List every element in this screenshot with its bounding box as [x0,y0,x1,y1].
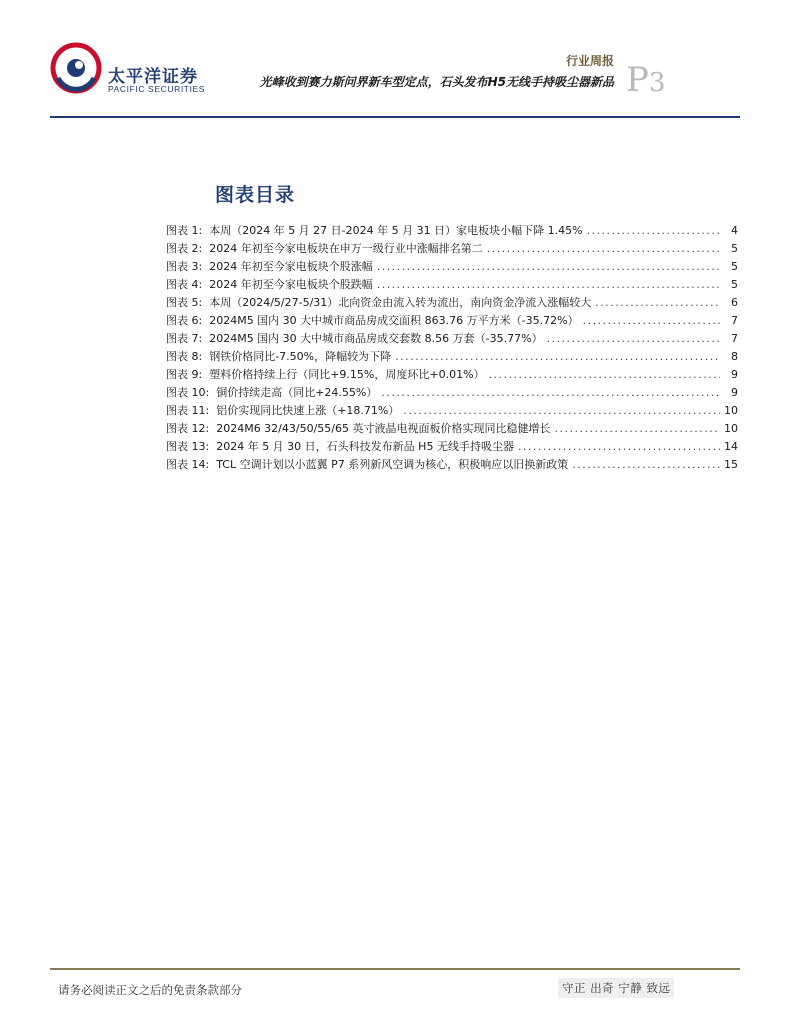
header-divider [50,116,740,118]
report-title: 光峰收到赛力斯问界新车型定点，石头发布H5无线手持吸尘器新品 [259,75,614,89]
toc-entry-text: 2024M5 国内 30 大中城市商品房成交套数 8.56 万套（-35.77%） [209,332,543,345]
toc-entry-text: 塑料价格持续上行（同比+9.15%，周度环比+0.01%） [209,368,485,381]
toc-leader [377,278,720,291]
toc-entry[interactable] [166,258,738,276]
toc-entry-text: 2024 年 5 月 30 日，石头科技发布新品 H5 无线手持吸尘器 [216,440,514,453]
toc-entry-page: 15 [724,458,738,471]
toc-leader [489,368,720,381]
footer-disclaimer: 请务必阅读正文之后的免责条款部分 [58,983,242,997]
toc-entry-label: 图表 10: [166,386,210,399]
toc-entry-page: 10 [724,404,738,417]
toc-leader [487,242,720,255]
toc-leader [403,404,720,417]
toc-entry-page: 5 [731,242,738,255]
footer-motto: 守正 出奇 宁静 致远 [558,978,674,998]
toc-entry-label: 图表 2: [166,242,203,255]
toc-entry-page: 9 [731,386,738,399]
logo-cn-text: 太平洋证券 [108,67,198,87]
toc-entry[interactable] [166,384,738,402]
toc-entry[interactable] [166,294,738,312]
toc-entry-text: 2024M5 国内 30 大中城市商品房成交面积 863.76 万平方米（-35.72%） [209,314,579,327]
toc-entry[interactable] [166,438,738,456]
toc-entry-text: 铝价实现同比快速上涨（+18.71%） [216,404,400,417]
toc-entry-text: 本周（2024/5/27-5/31）北向资金由流入转为流出，南向资金净流入涨幅较大 [209,296,592,309]
toc-leader [395,350,720,363]
page-prefix: P [626,60,649,100]
report-type: 行业周报 [565,54,614,68]
toc-entry[interactable] [166,330,738,348]
toc-entry-page: 5 [731,278,738,291]
toc-entry[interactable] [166,276,738,294]
toc-entry-page: 8 [731,350,738,363]
toc-entry-page: 14 [724,440,738,453]
toc-entry-text: 2024 年初至今家电板块在申万一级行业中涨幅排名第二 [209,242,483,255]
toc-entry-label: 图表 3: [166,260,203,273]
toc-entry[interactable] [166,222,738,240]
toc-leader [555,422,721,435]
toc-entry[interactable] [166,366,738,384]
toc-entry-text: 2024 年初至今家电板块个股跌幅 [209,278,373,291]
toc-entry-page: 4 [731,224,738,237]
toc-entry-page: 6 [731,296,738,309]
toc-entry-text: 2024 年初至今家电板块个股涨幅 [209,260,373,273]
toc-entry-text: 本周（2024 年 5 月 27 日-2024 年 5 月 31 日）家电板块小幅下降 1.45% [209,224,583,237]
toc-entry-label: 图表 6: [166,314,203,327]
toc-entry[interactable] [166,456,738,474]
toc-entry-page: 5 [731,260,738,273]
toc-entry-label: 图表 12: [166,422,210,435]
pacific-logo-icon [50,42,102,94]
toc-leader [518,440,720,453]
toc-entry-page: 9 [731,368,738,381]
toc-leader [587,224,720,237]
toc-entry-label: 图表 5: [166,296,203,309]
toc-entry-label: 图表 11: [166,404,210,417]
toc-entry-label: 图表 9: [166,368,203,381]
toc-entry-page: 7 [731,332,738,345]
page-indicator [626,60,665,100]
page-number: 3 [648,68,666,98]
toc-leader [583,314,720,327]
toc-leader [381,386,720,399]
toc-entry-label: 图表 4: [166,278,203,291]
toc-entry-text: 2024M6 32/43/50/55/65 英寸液晶电视面板价格实现同比稳健增长 [216,422,551,435]
toc-entry-label: 图表 8: [166,350,203,363]
toc-entry[interactable] [166,420,738,438]
toc-entry[interactable] [166,402,738,420]
toc-entry-label: 图表 14: [166,458,210,471]
toc-entry[interactable] [166,312,738,330]
logo-en-text: PACIFIC SECURITIES [108,84,206,94]
toc-entry-text: TCL 空调计划以小蓝翼 P7 系列新风空调为核心，积极响应以旧换新政策 [216,458,569,471]
toc-leader [595,296,720,309]
toc-leader [572,458,720,471]
toc-entry-text: 铜价持续走高（同比+24.55%） [216,386,378,399]
toc-entry[interactable] [166,240,738,258]
toc-leader [547,332,720,345]
toc-entry-text: 钢铁价格同比-7.50%，降幅较为下降 [209,350,392,363]
toc-entry-page: 10 [724,422,738,435]
toc-heading: 图表目录 [215,184,296,206]
toc-entry-page: 7 [731,314,738,327]
toc-entry-label: 图表 7: [166,332,203,345]
toc-entry[interactable] [166,348,738,366]
toc-leader [377,260,720,273]
toc-entry-label: 图表 1: [166,224,203,237]
toc-list [166,222,738,474]
toc-entry-label: 图表 13: [166,440,210,453]
footer-divider [50,968,740,970]
